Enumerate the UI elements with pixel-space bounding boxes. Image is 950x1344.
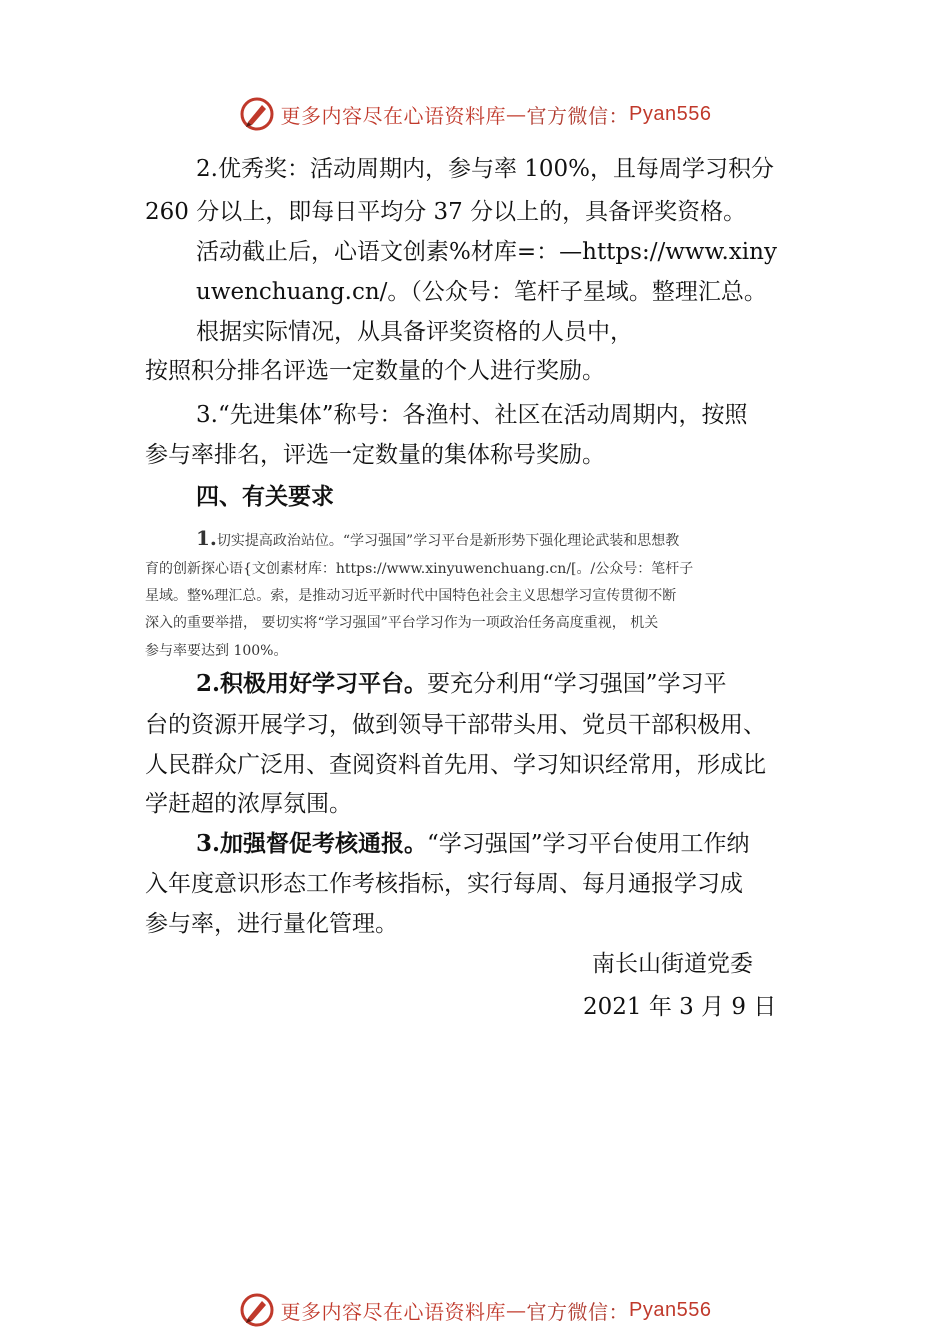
req1-line: 育的创新探心语{文创素材库：https://www.xinyuwenchuang.cn/[。/公众号：笔杆子 [145, 561, 694, 577]
section-heading: 四、有关要求 [196, 484, 334, 510]
banner-wechat-label: 官方微信： [526, 103, 630, 128]
footer-banner [0, 1290, 950, 1330]
item3-line: 参与率排名，评选一定数量的集体称号奖励。 [145, 442, 605, 468]
req2-line [196, 669, 727, 699]
signature-date: 2021 年 3 月 9 日 [583, 994, 777, 1020]
req2-text: 要充分利用“学习强国”学习平 [427, 671, 727, 697]
header-banner [0, 94, 950, 134]
banner-title: 更多内容尽在心语资料库 [280, 1299, 507, 1324]
banner-wechat-id: Pyan556 [629, 1298, 712, 1321]
item2-line: 260 分以上，即每日平均分 37 分以上的，具备评奖资格。 [145, 199, 747, 225]
req3-title: 3.加强督促考核通报。 [196, 830, 428, 857]
signature-org: 南长山街道党委 [592, 951, 753, 977]
req1-line [196, 528, 679, 551]
req2-line: 学赶超的浓厚氛围。 [145, 791, 352, 817]
banner-separator: — [506, 102, 527, 126]
item2-line: 活动截止后，心语文创素%材库=：—https://www.xiny [196, 239, 777, 265]
item2-line: 按照积分排名评选一定数量的个人进行奖励。 [145, 358, 605, 384]
req1-text: 切实提高政治站位。“学习强国”学习平台是新形势下强化理论武装和思想教 [216, 533, 680, 549]
req1-number: 1. [196, 526, 217, 550]
req3-line: 参与率，进行量化管理。 [145, 911, 398, 937]
item2-line: uwenchuang.cn/。（公众号：笔杆子星域。整理汇总。 [196, 279, 767, 305]
banner-separator: — [506, 1298, 527, 1322]
pen-logo-icon [239, 96, 275, 132]
item2-line: 2.优秀奖：活动周期内，参与率 100%，且每周学习积分 [196, 156, 775, 182]
item2-line: 根据实际情况，从具备评奖资格的人员中， [196, 319, 633, 345]
banner-title: 更多内容尽在心语资料库 [280, 103, 507, 128]
req1-line: 星域。整%理汇总。索，是推动习近平新时代中国特色社会主义思想学习宣传贯彻不断 [145, 588, 677, 604]
banner-wechat-label: 官方微信： [526, 1299, 630, 1324]
req2-title: 2.积极用好学习平台。 [196, 670, 428, 697]
req2-line: 人民群众广泛用、查阅资料首先用、学习知识经常用，形成比 [145, 752, 766, 778]
req1-line: 深入的重要举措， 要切实将“学习强国”平台学习作为一项政治任务高度重视， 机关 [145, 615, 659, 631]
req3-text: “学习强国”学习平台使用工作纳 [427, 831, 750, 857]
banner-wechat-id: Pyan556 [629, 102, 712, 125]
pen-logo-icon [239, 1292, 275, 1328]
req3-line [196, 829, 750, 859]
item3-line: 3.“先进集体”称号：各渔村、社区在活动周期内，按照 [196, 402, 748, 428]
req3-line: 入年度意识形态工作考核指标，实行每周、每月通报学习成 [145, 871, 743, 897]
req1-line: 参与率要达到 100%。 [145, 643, 288, 659]
req2-line: 台的资源开展学习，做到领导干部带头用、党员干部积极用、 [145, 712, 766, 738]
